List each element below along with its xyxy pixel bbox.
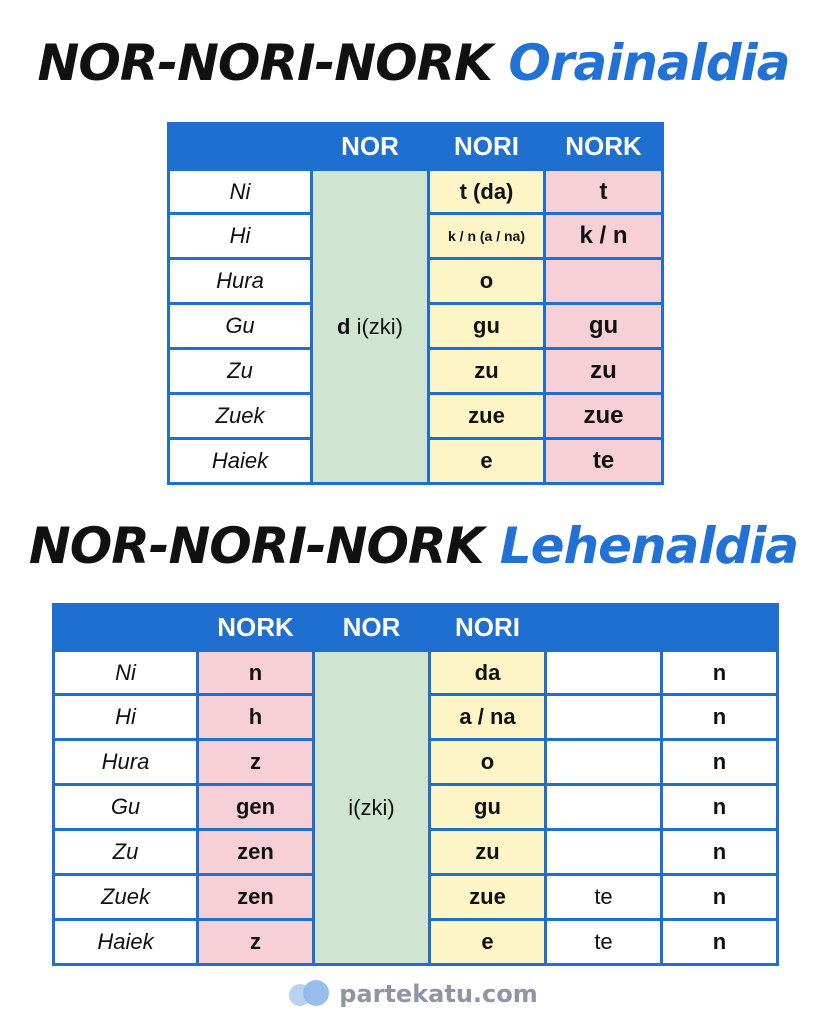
pronoun-cell: Hi (54, 695, 198, 740)
pronoun-cell: Hi (169, 214, 312, 259)
nori-cell: t (da) (429, 170, 545, 214)
pronoun-cell: Zuek (54, 875, 198, 920)
nork-cell: z (198, 740, 314, 785)
nor-rest: i(zki) (350, 313, 403, 339)
nor-cell (312, 170, 429, 484)
nori-cell: o (430, 740, 546, 785)
extra-cell (546, 830, 662, 875)
cloud-logo-icon (289, 980, 333, 1006)
pronoun-cell: Hura (54, 740, 198, 785)
nork-cell: gu (545, 304, 663, 349)
pronoun-cell: Haiek (54, 920, 198, 965)
pronoun-cell: Haiek (169, 439, 312, 484)
nori-cell: da (430, 651, 546, 695)
title-main: NOR-NORI-NORK (37, 34, 492, 92)
header-cell (546, 605, 662, 651)
final-cell: n (662, 875, 778, 920)
pronoun-cell: Zuek (169, 394, 312, 439)
extra-cell (546, 651, 662, 695)
final-cell: n (662, 830, 778, 875)
footer-brand (0, 980, 827, 1008)
extra-cell: te (546, 920, 662, 965)
final-cell: n (662, 695, 778, 740)
nori-cell: k / n (a / na) (429, 214, 545, 259)
pronoun-cell: Hura (169, 259, 312, 304)
table-row (169, 170, 663, 214)
nork-cell: t (545, 170, 663, 214)
final-cell: n (662, 740, 778, 785)
title-accent: Lehenaldia (499, 517, 799, 575)
nork-cell: zen (198, 875, 314, 920)
nor-cell: i(zki) (314, 651, 430, 965)
header-cell (662, 605, 778, 651)
nork-cell: z (198, 920, 314, 965)
final-cell: n (662, 785, 778, 830)
title-orainaldia (0, 34, 827, 92)
nori-cell: zu (429, 349, 545, 394)
pronoun-cell: Zu (169, 349, 312, 394)
nork-cell (545, 259, 663, 304)
table-row (54, 651, 778, 695)
final-cell: n (662, 920, 778, 965)
table-header-row (169, 124, 663, 170)
pronoun-cell: Gu (54, 785, 198, 830)
nork-cell: k / n (545, 214, 663, 259)
final-cell: n (662, 651, 778, 695)
nori-cell: o (429, 259, 545, 304)
nori-cell: zu (430, 830, 546, 875)
header-cell (54, 605, 198, 651)
orainaldia-table (167, 122, 664, 485)
nork-cell: h (198, 695, 314, 740)
nork-cell: zue (545, 394, 663, 439)
title-main: NOR-NORI-NORK (28, 517, 484, 575)
nori-cell: zue (430, 875, 546, 920)
extra-cell: te (546, 875, 662, 920)
table-header-row (54, 605, 778, 651)
lehenaldia-table (52, 603, 779, 966)
title-lehenaldia (0, 517, 827, 575)
nori-cell: e (430, 920, 546, 965)
nork-cell: te (545, 439, 663, 484)
header-cell: NOR (312, 124, 429, 170)
header-cell: NORI (430, 605, 546, 651)
nork-cell: gen (198, 785, 314, 830)
header-cell: NORK (198, 605, 314, 651)
pronoun-cell: Zu (54, 830, 198, 875)
nor-bold: d (337, 313, 351, 339)
header-cell (169, 124, 312, 170)
header-cell: NORI (429, 124, 545, 170)
nori-cell: zue (429, 394, 545, 439)
nori-cell: gu (430, 785, 546, 830)
extra-cell (546, 695, 662, 740)
nork-cell: zu (545, 349, 663, 394)
header-cell: NOR (314, 605, 430, 651)
brand-text: partekatu.com (339, 980, 538, 1008)
extra-cell (546, 740, 662, 785)
nork-cell: zen (198, 830, 314, 875)
nork-cell: n (198, 651, 314, 695)
title-accent: Orainaldia (508, 34, 790, 92)
pronoun-cell: Ni (54, 651, 198, 695)
nori-cell: e (429, 439, 545, 484)
extra-cell (546, 785, 662, 830)
header-cell: NORK (545, 124, 663, 170)
nori-cell: a / na (430, 695, 546, 740)
nori-cell: gu (429, 304, 545, 349)
pronoun-cell: Gu (169, 304, 312, 349)
pronoun-cell: Ni (169, 170, 312, 214)
